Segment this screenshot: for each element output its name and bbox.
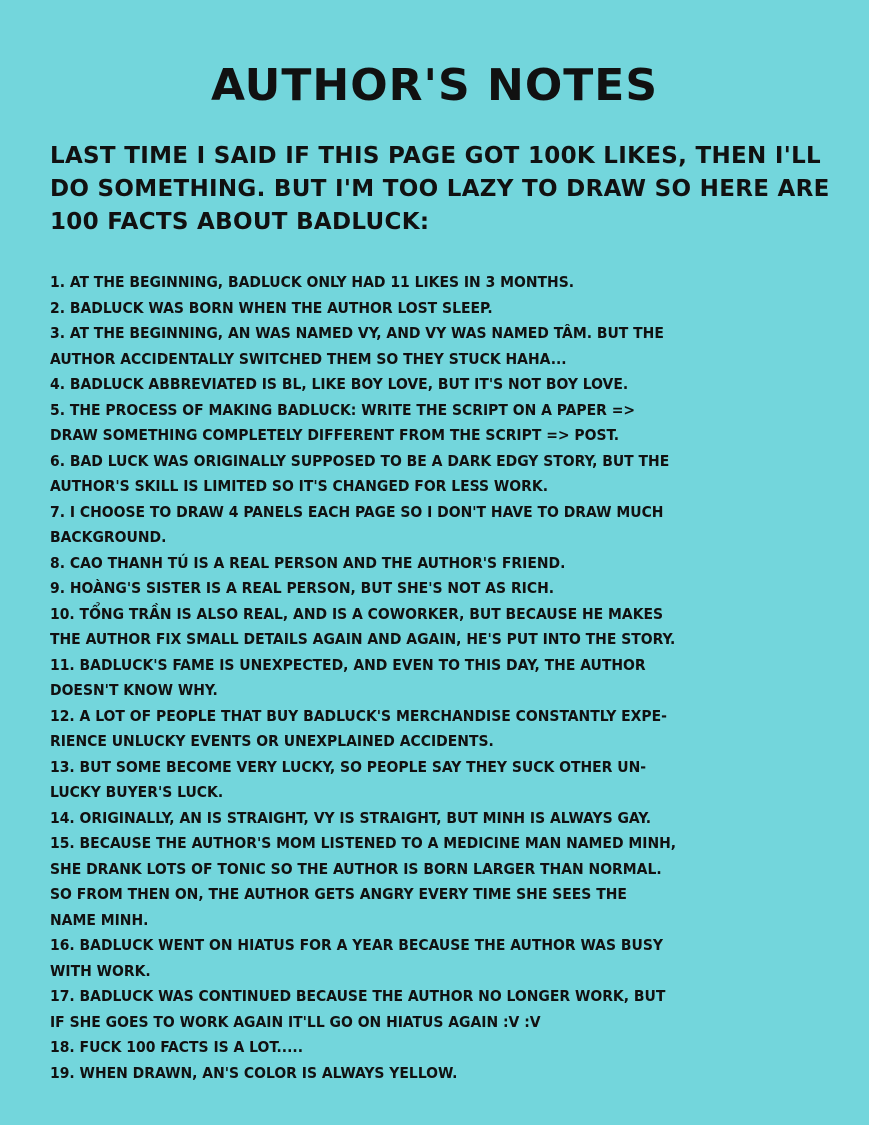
page-title: AUTHOR'S NOTES [210,60,659,111]
fact-item: 13. BUT SOME BECOME VERY LUCKY, SO PEOPLE SAY THEY SUCK OTHER UN- LUCKY BUYER'S LUCK. [50,757,647,801]
fact-item: 10. TỔNG TRẦN IS ALSO REAL, AND IS A COWORKER, BUT BECAUSE HE MAKES THE AUTHOR FIX SMALL DETAILS AGAIN AND AGAIN, HE'S PUT INTO THE STORY. [50,604,676,648]
fact-item: 14. ORIGINALLY, AN IS STRAIGHT, VY IS STRAIGHT, BUT MINH IS ALWAYS GAY. [50,808,652,827]
fact-item: 2. BADLUCK WAS BORN WHEN THE AUTHOR LOST SLEEP. [50,298,493,317]
facts-list [50,270,840,1086]
fact-item: 11. BADLUCK'S FAME IS UNEXPECTED, AND EVEN TO THIS DAY, THE AUTHOR DOESN'T KNOW WHY. [50,655,646,699]
fact-item: 17. BADLUCK WAS CONTINUED BECAUSE THE AUTHOR NO LONGER WORK, BUT IF SHE GOES TO WORK AGAIN IT'LL GO ON HIATUS AGAIN :V :V [50,987,666,1031]
fact-item: 15. BECAUSE THE AUTHOR'S MOM LISTENED TO A MEDICINE MAN NAMED MINH, SHE DRANK LOTS OF TONIC SO THE AUTHOR IS BORN LARGER THAN NORMAL. SO FROM THEN ON, THE AUTHOR GETS ANGRY EVERY TIME SHE SEES THE NAME MINH. [50,834,677,929]
fact-item: 3. AT THE BEGINNING, AN WAS NAMED VY, AND VY WAS NAMED TÂM. BUT THE AUTHOR ACCIDENTALLY SWITCHED THEM SO THEY STUCK HAHA... [50,324,664,368]
fact-item: 8. CAO THANH TÚ IS A REAL PERSON AND THE AUTHOR'S FRIEND. [50,553,566,572]
fact-item: 6. BAD LUCK WAS ORIGINALLY SUPPOSED TO BE A DARK EDGY STORY, BUT THE AUTHOR'S SKILL IS LIMITED SO IT'S CHANGED FOR LESS WORK. [50,451,670,495]
fact-item: 7. I CHOOSE TO DRAW 4 PANELS EACH PAGE SO I DON'T HAVE TO DRAW MUCH BACKGROUND. [50,502,664,546]
fact-item: 12. A LOT OF PEOPLE THAT BUY BADLUCK'S MERCHANDISE CONSTANTLY EXPE- RIENCE UNLUCKY EVENTS OR UNEXPLAINED ACCIDENTS. [50,706,667,750]
fact-item: 1. AT THE BEGINNING, BADLUCK ONLY HAD 11 LIKES IN 3 MONTHS. [50,273,575,291]
fact-item: 9. HOÀNG'S SISTER IS A REAL PERSON, BUT SHE'S NOT AS RICH. [50,579,555,597]
fact-item: 5. THE PROCESS OF MAKING BADLUCK: WRITE THE SCRIPT ON A PAPER => DRAW SOMETHING COMPLETELY DIFFERENT FROM THE SCRIPT => POST. [50,400,636,444]
fact-item: 16. BADLUCK WENT ON HIATUS FOR A YEAR BECAUSE THE AUTHOR WAS BUSY WITH WORK. [50,936,663,980]
fact-item: 18. FUCK 100 FACTS IS A LOT..... [50,1038,303,1056]
fact-item: 19. WHEN DRAWN, AN'S COLOR IS ALWAYS YELLOW. [50,1063,458,1082]
intro-paragraph: LAST TIME I SAID IF THIS PAGE GOT 100K LIKES, THEN I'LL DO SOMETHING. BUT I'M TOO LAZY TO DRAW SO HERE ARE 100 FACTS ABOUT BADLUCK: [50,143,830,235]
fact-item: 4. BADLUCK ABBREVIATED IS BL, LIKE BOY LOVE, BUT IT'S NOT BOY LOVE. [50,375,629,393]
